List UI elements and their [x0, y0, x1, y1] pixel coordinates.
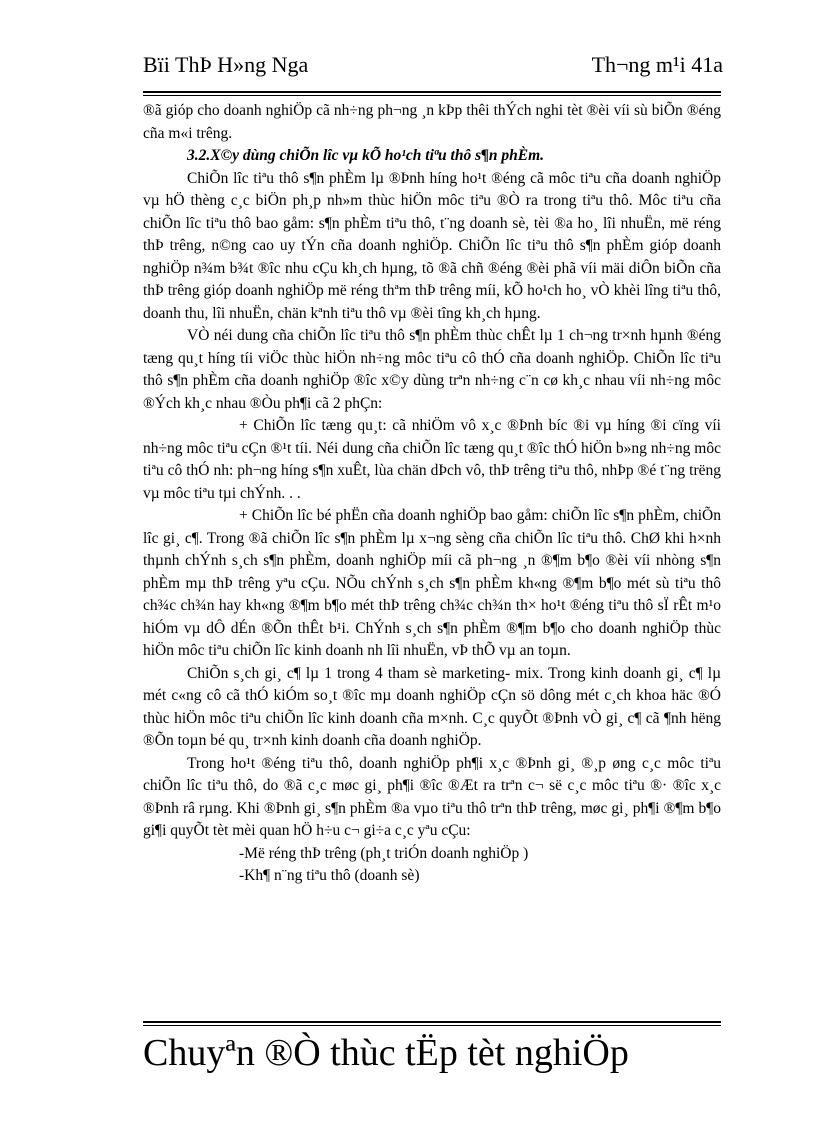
paragraph: ChiÕn lîc tiªu thô s¶n phÈm lµ ®Þnh híng ho¹t ®éng cã môc tiªu cña doanh nghiÖp vµ hÖ thèng c¸c biÖn ph¸p nh»m thùc hiÖn môc tiªu ®Ò ra trong tiªu thô. Môc tiªu cña chiÕn lîc tiªu thô bao gåm: s¶n phÈm tiªu thô, t¨ng doanh sè, tèi ®a ho¸ lîi nhuËn, më réng thÞ trêng, n©ng cao uy tÝn cña doanh nghiÖp. ChiÕn lîc tiªu thô s¶n phÈm gióp doanh nghiÖp n¾m b¾t ®îc nhu cÇu kh¸ch hµng, tõ ®ã chñ ®éng ®èi phã víi mäi diÔn biÕn cña thÞ trêng gióp doanh nghiÖp më réng thªm thÞ trêng míi, kÕ ho¹ch ho¸ vÒ khèi lîng tiªu thô, doanh thu, lîi nhuËn, chän kªnh tiªu thô vµ ®èi tîng kh¸ch hµng.: [143, 169, 721, 322]
footer-rule-thin: [143, 1025, 721, 1026]
paragraph-partial-strategy: + ChiÕn lîc bé phËn cña doanh nghiÖp bao gåm: chiÕn lîc s¶n phÈm, chiÕn lîc gi¸ c¶. Trong ®ã chiÕn lîc s¶n phÈm lµ x¬ng sèng cña chiÕn lîc tiªu thô. ChØ khi h×nh thµnh chÝnh s¸ch s¶n phÈm, doanh nghiÖp míi cã ph¬ng ¸n ®¶m b¶o ®èi víi nhòng s¶n phÈm mµ thÞ trêng yªu cÇu. NÕu chÝnh s¸ch s¶n phÈm kh«ng ®¶m b¶o mét sù tiªu thô ch¾c ch¾n hay kh«ng ®¶m b¶o mét thÞ trêng ch¾c ch¾n th× ho¹t ®éng tiªu thô sÏ rÊt m¹o hiÓm vµ dÔ dÉn ®Õn thÊt b¹i. ChÝnh s¸ch s¶n phÈm ®¶m b¶o cho doanh nghiÖp thùc hiÖn môc tiªu chiÕn lîc kinh doanh nh lîi nhuËn, vÞ thÕ vµ an toµn.: [143, 507, 721, 659]
footer-rule-thick: [143, 1021, 721, 1023]
footer-title: Chuyªn ®Ò thùc tËp tèt nghiÖp: [143, 1032, 629, 1074]
document-body: [143, 100, 721, 888]
list-item: -Kh¶ n¨ng tiªu thô (doanh sè): [239, 867, 420, 884]
header-rule-thin: [143, 95, 721, 96]
class-name: Th¬ng m¹i 41a: [591, 52, 723, 77]
header-rule-thick: [143, 91, 721, 93]
section-heading: 3.2.X©y dùng chiÕn lîc vµ kÕ ho¹ch tiªu thô s¶n phÈm.: [187, 147, 544, 164]
page-header: [143, 52, 723, 88]
paragraph: Trong ho¹t ®éng tiªu thô, doanh nghiÖp ph¶i x¸c ®Þnh gi¸ ®¸p øng c¸c môc tiªu chiÕn lîc tiªu thô, do ®ã c¸c møc gi¸ ph¶i ®îc ®Æt ra trªn c¬ së c¸c môc tiªu ®· ®îc x¸c ®Þnh râ rµng. Khi ®Þnh gi¸ s¶n phÈm ®a vµo tiªu thô trªn thÞ trêng, møc gi¸ ph¶i ®¶m b¶o gi¶i quyÕt tèt mèi quan hÖ h÷u c¬ gi÷a c¸c yªu cÇu:: [143, 754, 721, 839]
paragraph: VÒ néi dung cña chiÕn lîc tiªu thô s¶n phÈm thùc chÊt lµ 1 ch¬ng tr×nh hµnh ®éng tæng qu¸t híng tíi viÖc thùc hiÖn nh÷ng môc tiªu cô thÓ cña doanh nghiÖp. ChiÕn lîc tiªu thô s¶n phÈm cña doanh nghiÖp ®îc x©y dùng trªn nh÷ng c¨n cø kh¸c nhau víi nh÷ng môc ®Ých kh¸c nhau ®Òu ph¶i cã 2 phÇn:: [143, 327, 721, 412]
list-item: -Më réng thÞ trêng (ph¸t triÓn doanh nghiÖp ): [239, 844, 529, 862]
paragraph-general-strategy: + ChiÕn lîc tæng qu¸t: cã nhiÖm vô x¸c ®Þnh bíc ®i vµ híng ®i cïng víi nh÷ng môc tiªu cÇn ®¹t tíi. Néi dung cña chiÕn lîc tæng qu¸t ®îc thÓ hiÖn b»ng nh÷ng môc tiªu cô thÓ nh: ph¬ng híng s¶n xuÊt, lùa chän dÞch vô, thÞ trêng tiªu thô, nhÞp ®é t¨ng trëng vµ môc tiªu tµi chÝnh. . .: [143, 417, 721, 502]
paragraph: ®ã gióp cho doanh nghiÖp cã nh÷ng ph¬ng ¸n kÞp thêi thÝch nghi tèt ®èi víi sù biÕn ®éng cña m«i trêng.: [143, 102, 721, 142]
author-name: Bïi ThÞ H»ng Nga: [143, 52, 309, 77]
paragraph: ChiÕn s¸ch gi¸ c¶ lµ 1 trong 4 tham sè marketing- mix. Trong kinh doanh gi¸ c¶ lµ mét c«ng cô cã thÓ kiÓm so¸t ®îc mµ doanh nghiÖp cÇn sö dông mét c¸ch khoa häc ®Ó thùc hiÖn môc tiªu chiÕn lîc kinh doanh cña m×nh. C¸c quyÕt ®Þnh vÒ gi¸ c¶ cã ¶nh hëng ®Õn toµn bé qu¸ tr×nh kinh doanh cña doanh nghiÖp.: [143, 664, 721, 749]
